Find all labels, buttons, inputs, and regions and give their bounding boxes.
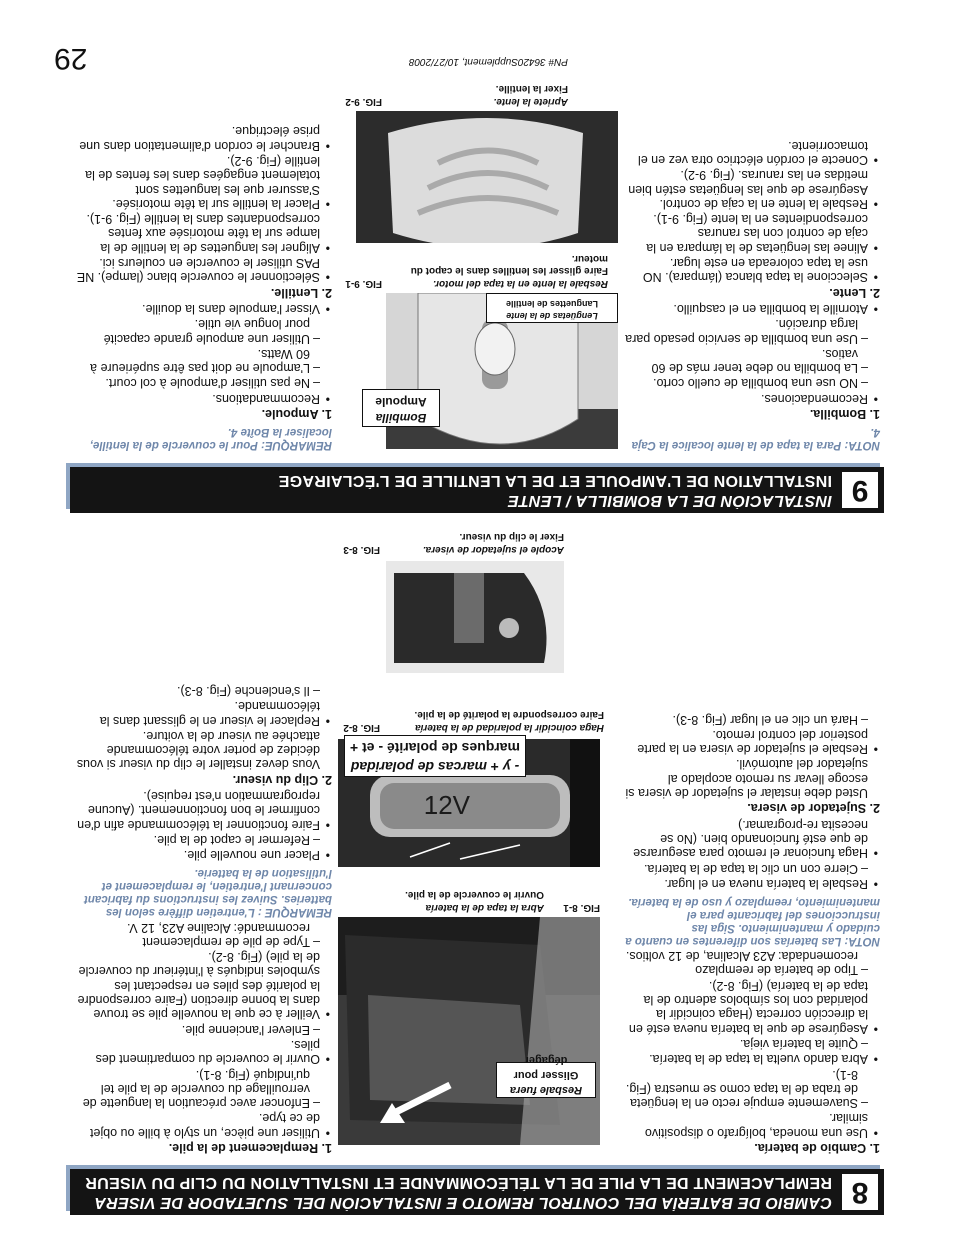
s8-right-para: • Faire fonctionner la télécommande afin d'en confirmer le bon fonctionnement. (Aucune reprogrammation n'est requise). xyxy=(76,789,332,832)
section-8-title-es: CAMBIO DE BATERÍA DEL CONTROL REMOTO E INSTALACIÓN DEL SUJETADOR DE VISERA xyxy=(94,1194,832,1211)
fig-9-1-tab-callout-es: Lengüetas de la lente xyxy=(506,311,598,321)
fig-8-2-label: FIG. 8-2 xyxy=(343,722,380,733)
s9-right-para: – Ne pas utiliser d'ampoule à col court. xyxy=(76,376,332,390)
s8-left-para: • Haga funcionar el remoto para asegurarse de que esté funcionando bien. (No se necesita re-programar.) xyxy=(620,817,880,860)
s8-left-para: 1. Cambio de batería. xyxy=(754,1141,880,1155)
s8-right-para: – Il s'enclenche (Fig. 8-3). xyxy=(76,684,332,698)
section-9-title-fr: INSTALLATION DE L'AMPOULE ET DE LA LENTILLE DE L'ÉCLAIRAGE xyxy=(278,472,832,489)
s8-left-para: 2. Sujetador de visera. xyxy=(747,801,880,816)
s9-left-para: – Use una bombilla de servicio pesado para larga duración. xyxy=(620,317,880,346)
section-8-french-text xyxy=(76,683,332,1157)
fig-8-3-label: FIG. 8-3 xyxy=(343,544,380,555)
fig-8-2-callout xyxy=(344,735,526,777)
section-9-header xyxy=(70,467,884,513)
fig-8-1-photo xyxy=(338,917,600,1145)
s8-left-para: • Resbale la batería nueva en el lugar. xyxy=(620,877,880,891)
s9-left-para: 1. Bombilla. xyxy=(809,407,880,421)
fig-9-2-photo xyxy=(356,111,618,243)
section-8-number: 8 xyxy=(842,1174,878,1210)
fig-8-3-caption xyxy=(338,527,564,555)
section-9-number: 9 xyxy=(842,472,878,508)
section-8-title-fr: REMPLACEMENT DE LA PILE DE LA TÉLÉCOMMANDE ET INSTALLATION DU CLIP DU VISEUR xyxy=(85,1174,832,1191)
s9-right-para: REMARQUE: Pour le couvercle de la lentille, localiser la Boîte 4. xyxy=(89,426,332,451)
s9-right-para: • Brancher le cordon d'alimentation dans une prise électrique. xyxy=(76,124,332,153)
s8-right-para: • Replacer le viseur en le glissant dans la télécommande. xyxy=(76,699,332,728)
s9-left-para: NOTA: Para la tapa de la lente localice la Caja 4. xyxy=(631,426,880,451)
fig-9-1-bulb-callout-es: Bombilla xyxy=(375,411,427,425)
s8-left-para: Usted debe instalar el sujetador de visera si escoge llevar su remoto acoplado al sujetador del automóvil. xyxy=(625,757,868,801)
s8-right-para: Vous devez installer le clip du viseur si vous décidez de porter votre télécommande attachée au viseur de la voiture. xyxy=(76,728,320,772)
fig-9-2-caption xyxy=(338,77,618,107)
fig-8-2-caption xyxy=(338,693,614,733)
fig-9-1-caption xyxy=(338,253,618,289)
s8-left-para: – Tipo de batería de reemplazo recomendada: A23 Alcalina, de 12 voltios. xyxy=(620,949,880,978)
s9-left-para: • Atornille la bombilla en el casquillo. xyxy=(620,302,880,316)
s9-right-para: • Recommandations. xyxy=(76,391,332,405)
s9-left-para: • Conecte el cordón eléctrico otra vez en el tomacorriente. xyxy=(620,138,880,167)
s8-left-para: NOTA: Las baterías son diferentes en cuanto a cuidado y mantenimiento. Siga las instrucciones del fabricante para el mantenimiento, reemplazo y uso de la batería. xyxy=(625,895,880,947)
footer-part-number: PN# 36420Supplement, 10/27/2008 xyxy=(408,56,568,67)
section-9-title-es: INSTALACIÓN DE LA BOMBILLA / LENTE xyxy=(507,492,832,509)
fig-9-1-bulb-callout xyxy=(362,389,440,427)
fig-8-2-callout-es: - y + marcas de polaridad xyxy=(350,759,520,775)
s8-left-para: – Cierre con un clic la tapa de la batería. xyxy=(620,861,880,875)
s9-right-para: • Visser l'ampoule dans la douille. xyxy=(76,302,332,316)
s8-right-para: – Type de pile de remplacement recommandé: Alcaline A23, 12 V. xyxy=(76,920,332,949)
fig-9-1-tab-callout xyxy=(486,293,618,323)
page-number: 29 xyxy=(54,42,88,75)
s9-left-para: • Seleccione la tapa blanca (lámpara). NO use la tapa coloreada en este lugar. xyxy=(620,256,880,285)
section-8-spanish-text xyxy=(620,711,880,1157)
s9-left-para: – La bombilla no debe tener más de 60 vatios. xyxy=(620,347,880,376)
s8-right-para: – Refermer le capot de la pile. xyxy=(76,833,332,847)
s9-left-para: 2. Lente. xyxy=(829,285,880,300)
s8-right-para: – Enfoncer avec précaution la languette de verrouillage du couvercle de la pile tel qu'indiqué (Fig. 8-1). xyxy=(76,1067,332,1110)
s9-left-para: – NO use una bombilla de cuello corto. xyxy=(620,376,880,390)
s8-left-para: – Quite la batería vieja. xyxy=(620,1037,880,1051)
fig-8-3-caption-es: Acople el sujetador de visera. xyxy=(422,544,564,555)
fig-8-1-caption xyxy=(338,885,600,913)
fig-9-1-tab-callout-fr: Languettes de lentille xyxy=(505,299,599,309)
fig-8-2-caption-es: Haga coincidir la polaridad de la batería xyxy=(415,722,604,733)
fig-8-3-caption-fr: Fixer le clip du viseur. xyxy=(459,531,564,542)
fig-9-1-bulb-callout-fr: Ampoule xyxy=(375,395,427,409)
section-9-spanish-text xyxy=(620,137,880,453)
fig-8-2-callout-fr: marques de polarité - et + xyxy=(350,740,520,756)
s8-left-para: – Suavemente empuje recto en la lengüeta de traba de la tapa como se muestra (Fig. 8-1). xyxy=(620,1067,880,1110)
s8-right-para: • Ouvrir le couvercle du compartiment des piles. xyxy=(76,1038,332,1067)
s8-left-para: • Resbale el sujetador de visera en la parte posterior del control remoto. xyxy=(620,728,880,757)
s8-right-para: • Veiller à ce que la nouvelle pile se trouve dans la bonne direction (Faire correspondre la polarité des piles en respectant les symboles indiqués à l'intérieur du couvercle de la pile) (Fig. 8-2). xyxy=(76,950,332,1021)
fig-9-1-label: FIG. 9-1 xyxy=(345,278,382,289)
s9-right-para: – Utiliser une ampoule grande capacité pour longue vie utile. xyxy=(76,317,332,346)
s8-left-para: • Use una moneda, bolígrafo o dispositivo similar. xyxy=(620,1111,880,1140)
s8-right-para: 1. Remplacement de la pile. xyxy=(168,1141,332,1155)
s9-left-para: • Recomendaciones. xyxy=(620,391,880,405)
s8-left-para: – Hará un clic en el lugar (Fig. 8-3). xyxy=(620,712,880,726)
fig-8-1-callout-es: Resbale fuera xyxy=(509,1084,583,1096)
fig-8-1-callout xyxy=(496,1054,596,1098)
s8-right-para: 2. Clip du viseur. xyxy=(232,772,332,787)
fig-8-1-label: FIG. 8-1 xyxy=(563,902,600,913)
fig-8-2-caption-fr: Faire correspondre la polarité de la pile. xyxy=(414,709,604,720)
section-9-french-text xyxy=(76,123,332,453)
s9-right-para: • Placer la lentille sur la tête motorisée. S'assurer que les languettes sont totalement engagées dans les fentes de la lentille (Fig. 9-2). xyxy=(76,154,332,211)
fig-9-1-caption-es: Resbale la lente en la tapa del motor. xyxy=(432,278,608,289)
fig-9-1-caption-fr: Faire glisser les lentilles dans le capot du moteur. xyxy=(410,253,608,276)
s9-right-para: – L'ampoule ne doit pas être supérieure à 60 Watts. xyxy=(76,347,332,376)
s9-right-para: • Aligner les languettes de la lentille de la lampe sur la tête motorisée aux fentes correspondantes dans la lentille (Fig. 9-1). xyxy=(76,212,332,255)
fig-9-2-caption-fr: Fixer la lentille. xyxy=(495,83,568,94)
s9-left-para: • Resbale la lente en la caja de control. Asegúrese de que las lengüetas estén bien metidas en las ranuras. (Fig. 9-2). xyxy=(620,168,880,211)
s8-left-para: • Asegúrese de que la batería nueva esté en la dirección correcta (Haga coincidir la polaridad con los símbolos adentro de la tapa de la batería) (Fig. 8-2). xyxy=(620,978,880,1035)
s8-right-para: • Placer une nouvelle pile. xyxy=(76,848,332,862)
s8-left-para: • Abra dando vuelta la tapa de la batería. xyxy=(620,1052,880,1066)
fig-9-2-caption-es: Apriete la lente. xyxy=(493,96,568,107)
s8-right-para: – Enlever l'ancienne pile. xyxy=(76,1022,332,1036)
fig-8-1-caption-es: Abra la tapa de la batería xyxy=(425,902,544,913)
battery-label: 12V xyxy=(423,790,470,820)
s9-right-para: 1. Ampoule. xyxy=(261,407,332,421)
s9-left-para: • Alinee las lengüetas de la lámpara en la caja de control con las ranuras correspondientes en la lente (Fig. 9-1). xyxy=(620,212,880,255)
fig-8-3-photo xyxy=(386,561,564,673)
fig-8-1-callout-fr: Glisser pour dégager xyxy=(513,1054,579,1081)
s8-right-para: • Utiliser une pièce, un stylo à bille ou objet de ce type. xyxy=(76,1111,332,1140)
section-8-header xyxy=(70,1169,884,1215)
s9-right-para: • Sélectionner le couvercle blanc (lampe). NE PAS utiliser le couvercle en couleurs ici. xyxy=(76,256,332,285)
fig-9-2-label: FIG. 9-2 xyxy=(345,96,382,107)
s8-right-para: REMARQUE : L'entretien diffère selon les batteries. Suivez les instructions du fabricant concernant l'entretien, le remplacement et l'utilisation de la batterie. xyxy=(84,867,332,919)
fig-8-1-caption-fr: Ouvrir le couvercle de la pile. xyxy=(405,889,544,900)
s9-right-para: 2. Lentille. xyxy=(270,285,332,300)
